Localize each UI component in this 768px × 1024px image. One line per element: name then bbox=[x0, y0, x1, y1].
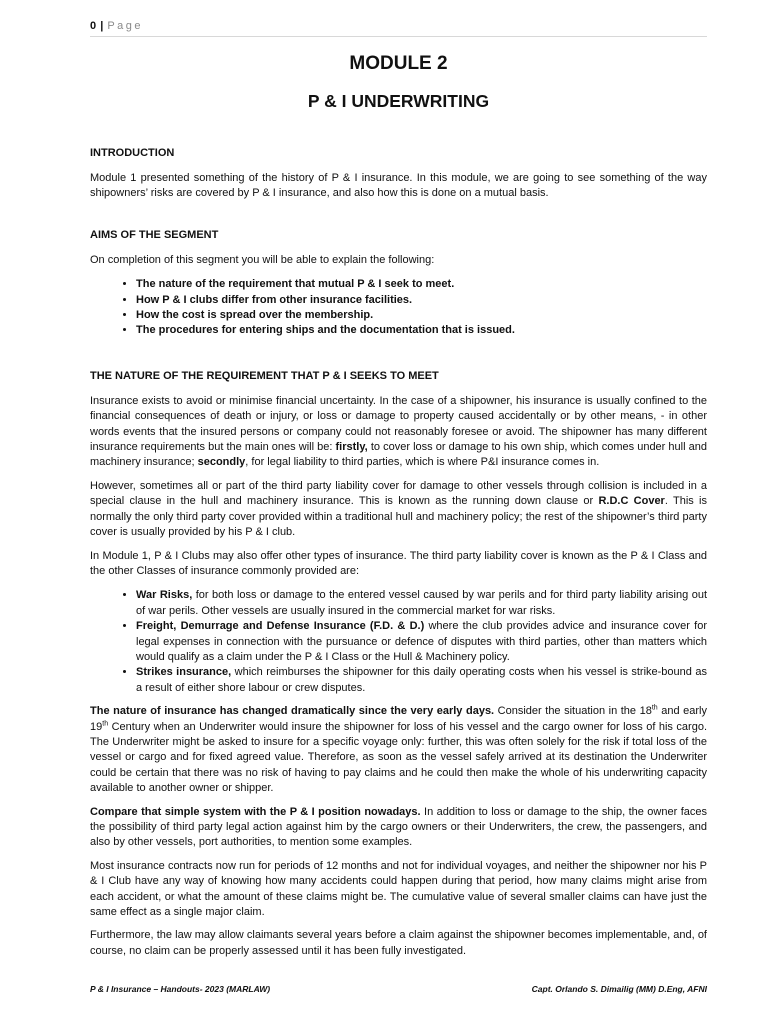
aims-list-item: • The nature of the requirement that mutual P & I seek to meet. bbox=[136, 277, 707, 292]
introduction-text: Module 1 presented something of the history of P & I insurance. In this module, we are going to see something of the way shipowners’ risks are covered by P & I insurance, and also how this is done on a mutual basis. bbox=[90, 172, 707, 200]
insurance-class-item: • War Risks, for both loss or damage to the entered vessel caused by war perils and for third party liability arising out of war perils. Other vessels are usually insured in the commercial market for war risks. bbox=[136, 588, 707, 619]
insurance-class-item: • Strikes insurance, which reimburses the shipowner for this daily operating costs when his vessel is strike-bound as a result of either shore labour or crew disputes. bbox=[136, 665, 707, 696]
aims-heading: AIMS OF THE SEGMENT bbox=[90, 228, 219, 241]
page-header bbox=[90, 20, 707, 37]
module-title: MODULE 2 bbox=[349, 53, 448, 74]
page-number: 0 bbox=[90, 20, 97, 32]
insurance-classes-list bbox=[90, 588, 707, 696]
module-subtitle: P & I UNDERWRITING bbox=[307, 91, 490, 111]
page-label: Page bbox=[107, 20, 144, 32]
page-separator: | bbox=[100, 20, 104, 32]
aims-list bbox=[90, 277, 707, 339]
page-footer bbox=[90, 984, 707, 994]
aims-list-item: • How P & I clubs differ from other insurance facilities. bbox=[136, 293, 707, 308]
nature-heading: THE NATURE OF THE REQUIREMENT THAT P & I SEEKS TO MEET bbox=[90, 369, 439, 382]
nature-paragraph-4: The nature of insurance has changed dramatically since the very early days. Consider the situation in the 18th and early 19th Century when an Underwriter would insure the shipowner for loss of his vessel and the cargo owner for loss of his cargo. The Underwriter might be asked to insure for a specific voyage only: further, this was often solely for the risk if total loss of the vessel or cargo and for fixed agreed value. Therefore, as soon as the vessel safely arrived at its destination the Underwriter could be certain that there was no risk of having to pay claims and he could then make the whole of his underwriting capacity available to another owner or shipper. bbox=[90, 704, 707, 795]
nature-paragraph-7: Furthermore, the law may allow claimants several years before a claim against the shipowner becomes implementable, and, of course, no claim can be properly assessed until it has been fully investigated. bbox=[90, 929, 707, 957]
insurance-class-item: • Freight, Demurrage and Defense Insurance (F.D. & D.) where the club provides advice and insurance cover for legal expenses in connection with the pursuance or defence of disputes with third parties, other than matters which would qualify as a claim under the P & I Class or the Hull & Machinery policy. bbox=[136, 619, 707, 665]
document-body bbox=[90, 52, 707, 959]
nature-paragraph-5: Compare that simple system with the P & I position nowadays. In addition to loss or damage to the ship, the owner faces the possibility of third party legal action against him by the cargo owners or their Underwriters, the crew, the passengers, and also by other vessels, port authorities, to mention some examples. bbox=[90, 805, 707, 849]
nature-paragraph-1: Insurance exists to avoid or minimise financial uncertainty. In the case of a shipowner, his insurance is usually confined to the financial consequences of death or injury, or loss or damage to property caused accidentally or by other means, - in other words events that the insured persons or company could not reasonably foresee or avoid. The shipowner has many different insurance requirements but the main ones will be: firstly, to cover loss or damage to his own ship, which comes under hull and machinery insurance; secondly, for legal liability to third parties, which is where P&I insurance comes in. bbox=[90, 394, 708, 469]
aims-list-item: • How the cost is spread over the membership. bbox=[136, 308, 707, 323]
footer-right: Capt. Orlando S. Dimailig (MM) D.Eng, AFNI bbox=[531, 984, 707, 994]
introduction-heading: INTRODUCTION bbox=[90, 147, 175, 159]
footer-left: P & I Insurance – Handouts- 2023 (MARLAW) bbox=[90, 984, 271, 994]
aims-lead: On completion of this segment you will be able to explain the following: bbox=[90, 253, 435, 266]
nature-paragraph-3: In Module 1, P & I Clubs may also offer other types of insurance. The third party liability cover is known as the P & I Class and the other Classes of insurance commonly provided are: bbox=[90, 549, 707, 577]
aims-list-item: • The procedures for entering ships and the documentation that is issued. bbox=[136, 323, 707, 338]
nature-paragraph-6: Most insurance contracts now run for periods of 12 months and not for individual voyages, and neither the shipowner nor his P & I Club have any way of knowing how many accidents could happen during that period, how many claims might arise from each accident, or what the amount of these claims might be. The cumulative value of several smaller claims can have just the same effect as a single major claim. bbox=[90, 859, 707, 919]
nature-paragraph-2: However, sometimes all or part of the third party liability cover for damage to other vessels through collision is included in a special clause in the hull and machinery insurance. This is known as the running down clause or R.D.C Cover. This is normally the only third party cover provided within a traditional hull and machinery policy; the rest of the shipowner’s third party cover is usually provided by his P & I club. bbox=[90, 479, 707, 539]
